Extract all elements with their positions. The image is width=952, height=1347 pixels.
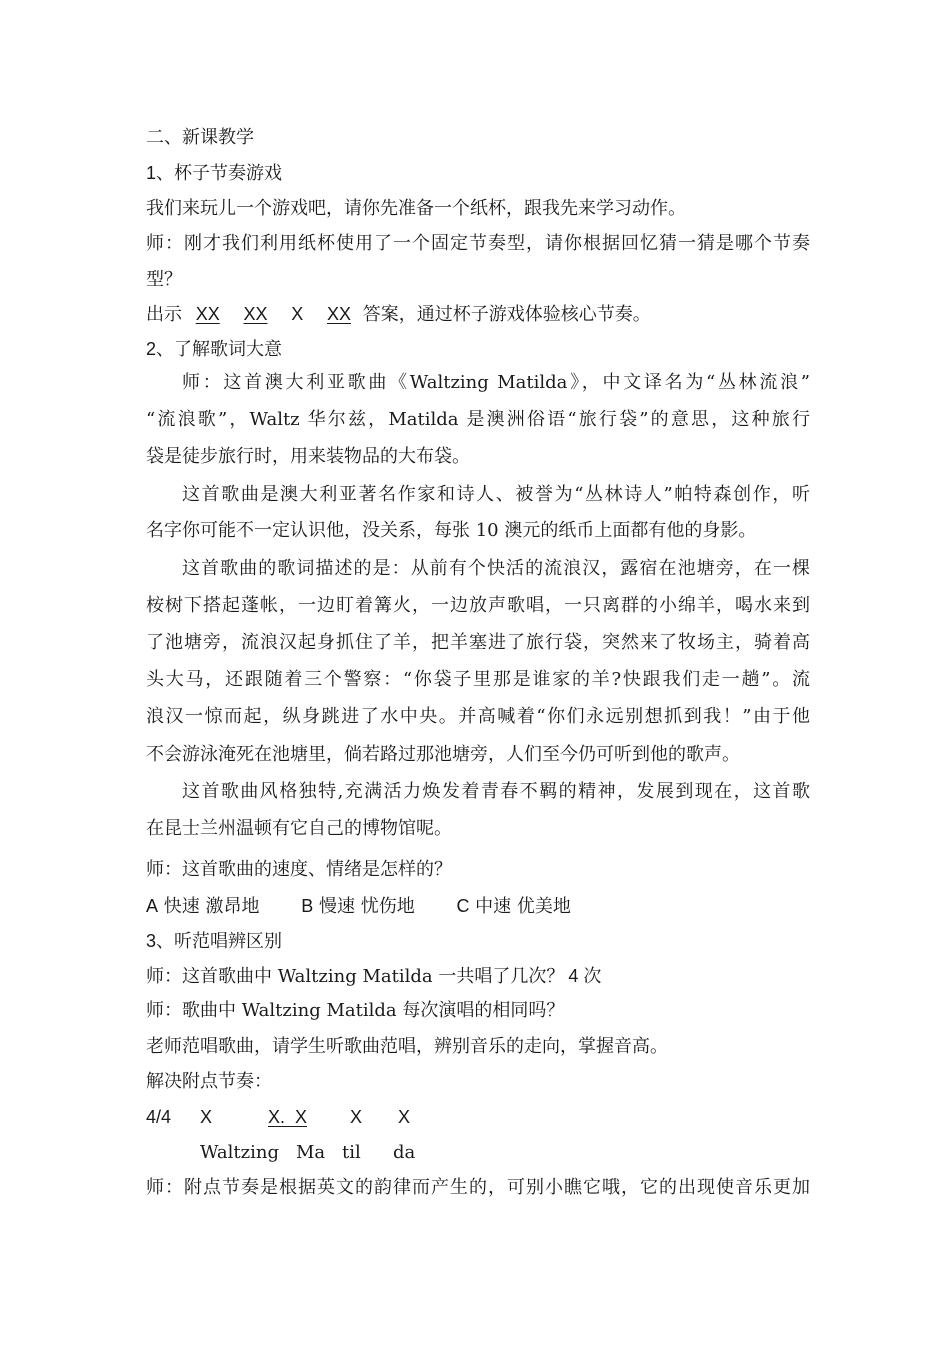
paragraph-line: 师：这首澳大利亚歌曲《Waltzing Matilda》，中文译名为“丛林流浪” [182, 372, 810, 393]
paragraph: 我们来玩儿一个游戏吧，请你先准备一个纸杯，跟我先来学习动作。 [146, 198, 686, 219]
paragraph-line: 这首歌曲是澳大利亚著名作家和诗人、被誉为“丛林诗人”帕特森创作，听 [182, 484, 810, 505]
rhythm-answer-line [146, 302, 810, 327]
paragraph-line: 不会游泳淹死在池塘里，倘若路过那池塘旁，人们至今仍可听到他的歌声。 [146, 744, 740, 765]
question-line [146, 964, 810, 989]
option-a: A 快速 激昂地 [146, 896, 260, 917]
question-line: 师：歌曲中 Waltzing Matilda 每次演唱的相同吗？ [146, 1000, 565, 1021]
question-text: 师：这首歌曲中 Waltzing Matilda 一共唱了几次？ [146, 966, 565, 987]
rhythm-note: X [291, 304, 304, 324]
notation-dotted-note: X. X [268, 1107, 308, 1127]
heading-lyrics-meaning [146, 337, 810, 362]
option-c: C 中速 优美地 [456, 896, 571, 917]
heading-text: 、了解歌词大意 [156, 339, 283, 360]
rhythm-note: XX [326, 304, 351, 324]
paragraph-line: 型？ [146, 269, 182, 290]
notation-note: X [398, 1107, 411, 1127]
lyric-syllable: da [393, 1142, 416, 1163]
notation-note: X [200, 1107, 213, 1127]
lyric-syllable: Waltzing [200, 1142, 280, 1163]
lyric-syllable: Ma [296, 1142, 326, 1163]
paragraph-line: 了池塘旁，流浪汉起身抓住了羊，把羊塞进了旅行袋，突然来了牧场主，骑着高 [146, 632, 810, 653]
paragraph-line: 这首歌曲的歌词描述的是：从前有个快活的流浪汉，露宿在池塘旁，在一棵 [182, 558, 810, 579]
heading-cup-rhythm-game [146, 161, 810, 186]
paragraph-line: “流浪歌”，Waltz 华尔兹，Matilda 是澳洲俗语“旅行袋”的意思，这种旅行 [146, 409, 810, 430]
question: 师：这首歌曲的速度、情绪是怎样的？ [146, 859, 452, 880]
notation-note: X [350, 1107, 363, 1127]
lyric-syllable: til [342, 1142, 361, 1163]
rhythm-note: XX [195, 304, 220, 324]
heading-number: 3 [146, 931, 157, 951]
paragraph-line: 这首歌曲风格独特,充满活力焕发着青春不羁的精神，发展到现在，这首歌 [182, 781, 810, 802]
time-signature: 4/4 [146, 1107, 172, 1127]
answer: 4 次 [568, 966, 602, 986]
paragraph-line: 浪汉一惊而起，纵身跳进了水中央。并高喊着“你们永远别想抓到我！”由于他 [146, 706, 810, 727]
heading-text: 、听范唱辨区别 [156, 931, 283, 952]
options-line [146, 894, 810, 919]
rhythm-note: XX [243, 304, 268, 324]
paragraph-line: 解决附点节奏： [146, 1071, 272, 1092]
rhythm-notation [146, 1105, 810, 1129]
show-prefix: 出示 [146, 304, 182, 325]
option-b: B 慢速 忧伤地 [301, 896, 415, 917]
paragraph-line: 在昆士兰州温顿有它自己的博物馆呢。 [146, 818, 452, 839]
heading-number: 2 [146, 339, 157, 359]
heading-text: 、杯子节奏游戏 [156, 163, 283, 184]
paragraph-line: 师：刚才我们利用纸杯使用了一个固定节奏型，请你根据回忆猜一猜是哪个节奏 [146, 233, 810, 254]
paragraph-line: 头大马，还跟随着三个警察：“你袋子里那是谁家的羊?快跟我们走一趟”。流 [146, 669, 810, 690]
section-title: 二、新课教学 [146, 127, 254, 148]
heading-listen-compare [146, 929, 810, 954]
paragraph-line: 名字你可能不一定认识他，没关系，每张 10 澳元的纸币上面都有他的身影。 [146, 520, 757, 541]
paragraph-line: 桉树下搭起蓬帐，一边盯着篝火，一边放声歌唱，一只离群的小绵羊，喝水来到 [146, 595, 810, 616]
paragraph-line: 老师范唱歌曲，请学生听歌曲范唱，辨别音乐的走向，掌握音高。 [146, 1036, 668, 1057]
heading-number: 1 [146, 163, 157, 183]
paragraph-line: 袋是徒步旅行时，用来装物品的大布袋。 [146, 446, 470, 467]
paragraph-line: 师：附点节奏是根据英文的韵律而产生的，可别小瞧它哦，它的出现使音乐更加 [146, 1177, 810, 1198]
show-suffix: 答案，通过杯子游戏体验核心节奏。 [362, 304, 651, 325]
